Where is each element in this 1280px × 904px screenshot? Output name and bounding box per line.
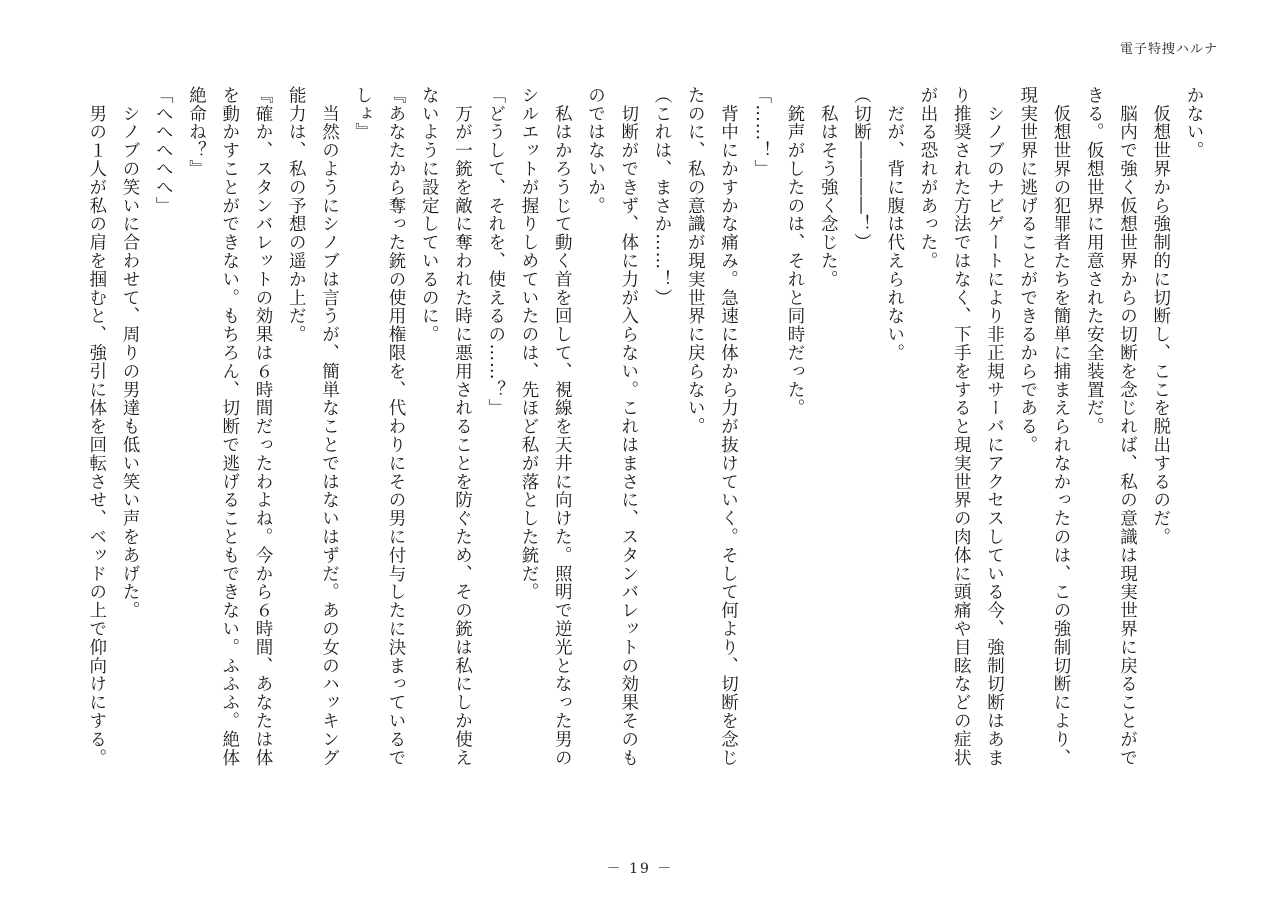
vertical-body-text	[70, 86, 1210, 846]
text-line: 私はかろうじて動く首を回して、視線を天井に向けた。照明で逆光となった男の	[552, 86, 573, 767]
text-line: ないように設定しているのに。	[419, 86, 440, 344]
text-line: （これは、まさか……！）	[652, 86, 672, 307]
text-line: かない。	[1184, 86, 1204, 160]
text-line: 現実世界に逃げることができるからである。	[1017, 86, 1038, 454]
text-line: 当然のようにシノブは言うが、簡単なことではないはずだ。あの女のハッキング	[319, 86, 340, 767]
text-line: 背中にかすかな痛み。急速に体から力が抜けていく。そして何より、切断を念じ	[718, 86, 739, 767]
text-line: 「へへへへへ」	[153, 86, 174, 215]
text-line: きる。仮想世界に用意された安全装置だ。	[1084, 86, 1105, 436]
text-line: 『あなたから奪った銃の使用権限を、代わりにその男に付与したに決まっているで	[386, 86, 406, 767]
text-line: 万が一銃を敵に奪われた時に悪用されることを防ぐため、その銃は私にしか使え	[452, 86, 473, 767]
text-line: 『確か、スタンバレットの効果は６時間だったわよね。今から６時間、あなたは体	[253, 86, 273, 767]
text-line: たのに、私の意識が現実世界に戻らない。	[685, 86, 706, 436]
text-line: のではないか。	[585, 86, 606, 215]
text-line: が出る恐れがあった。	[918, 86, 938, 270]
text-line: 男の１人が私の肩を掴むと、強引に体を回転させ、ベッドの上で仰向けにする。	[86, 86, 107, 767]
text-line: を動かすことができない。もちろん、切断で逃げることもできない。ふふふ。絶体	[219, 86, 240, 767]
text-line: 「……！」	[751, 86, 772, 178]
text-line: 「どうして、それを、使えるの……？」	[485, 86, 506, 418]
running-header-title: 電子特捜ハルナ	[1119, 42, 1218, 57]
text-line: しょ』	[352, 86, 373, 142]
text-line: 絶命ね？』	[186, 86, 207, 178]
text-line: 仮想世界から強制的に切断し、ここを脱出するのだ。	[1150, 86, 1171, 546]
text-line: だが、背に腹は代えられない。	[884, 86, 905, 362]
page-number: － 19 －	[606, 861, 674, 877]
text-line: （切断――――！）	[851, 86, 872, 252]
text-line: 私はそう強く念じた。	[818, 86, 839, 289]
text-line: り推奨された方法ではなく、下手をすると現実世界の肉体に頭痛や目眩などの症状	[951, 86, 972, 767]
text-line: 仮想世界の犯罪者たちを簡単に捕まえられなかったのは、この強制切断により、	[1051, 86, 1071, 767]
text-line: 能力は、私の予想の遥か上だ。	[286, 86, 307, 344]
text-line: シノブのナビゲートにより非正規サーバにアクセスしている今、強制切断はあま	[984, 86, 1005, 767]
text-line: 切断ができず、体に力が入らない。これはまさに、スタンバレットの効果そのも	[618, 86, 639, 767]
text-line: 銃声がしたのは、それと同時だった。	[785, 86, 805, 418]
text-line: 脳内で強く仮想世界からの切断を念じれば、私の意識は現実世界に戻ることがで	[1117, 86, 1138, 767]
text-line: シノブの笑いに合わせて、周りの男達も低い笑い声をあげた。	[120, 86, 140, 620]
text-line: シルエットが握りしめていたのは、先ほど私が落とした銃だ。	[519, 86, 539, 602]
